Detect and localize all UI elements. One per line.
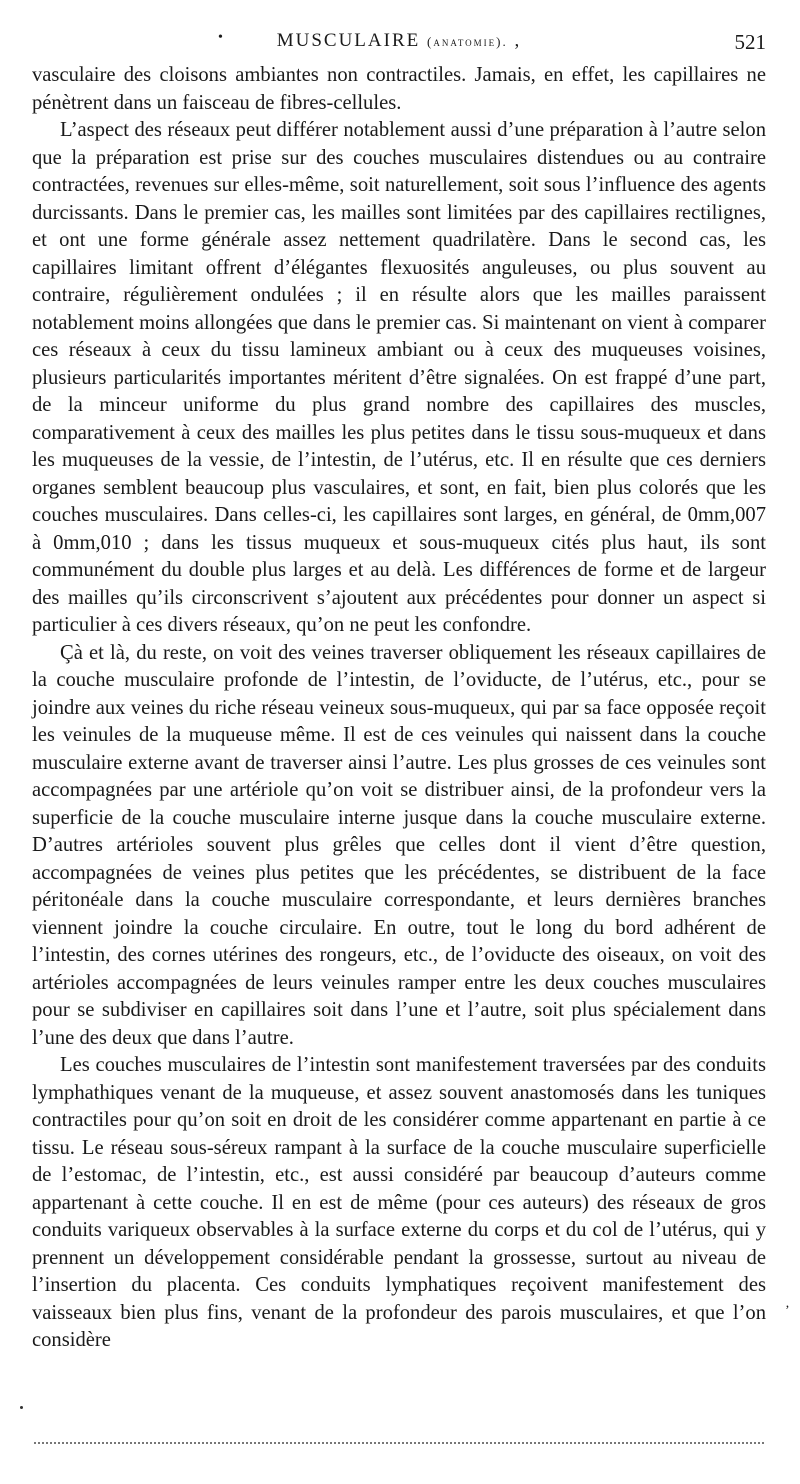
body-text bbox=[32, 62, 766, 1355]
paragraph-continued: vasculaire des cloisons ambiantes non contractiles. Jamais, en effet, les capillaires ne pénètrent dans un faisceau de fibres-cellules. bbox=[32, 64, 766, 114]
header-ornament: • bbox=[218, 30, 223, 45]
print-speck bbox=[20, 1406, 23, 1409]
paragraph: Çà et là, du reste, on voit des veines traverser obliquement les réseaux capillaires de la couche musculaire profonde de l’intestin, de l’oviducte, de l’utérus, etc., pour se joindre aux veines du riche réseau veineux sous-muqueux, qui par sa face opposée reçoit les veinules de la muqueuse même. Il est de ces veinules qui naissent dans la couche musculaire externe avant de traverser ainsi l’autre. Les plus grosses de ces veinules sont accompagnées par une artériole qu’on voit se distribuer ainsi, de la profondeur vers la superficie de la couche musculaire interne jusque dans la couche musculaire externe. D’autres artérioles souvent plus grêles que celles dont il vient d’être question, accompagnées de veines plus petites que les précédentes, se distribuent de la face péritonéale dans la couche musculaire correspondante, et leurs dernières branches viennent joindre la couche circulaire. En outre, tout le long du bord adhérent de l’intestin, des cornes utérines des rongeurs, etc., de l’oviducte des oiseaux, on voit des artérioles accompagnées de leurs veinules ramper entre les deux couches musculaires pour se subdiviser en capillaires soit dans l’une et l’autre, soit plus spécialement dans l’une des deux que dans l’autre. bbox=[32, 641, 766, 1049]
footer-dotted-rule bbox=[34, 1442, 764, 1444]
paragraph: Les couches musculaires de l’intestin sont manifestement traversées par des conduits lymphathiques venant de la muqueuse, et assez souvent anastomosés dans les tuniques contractiles pour qu’on soit en droit de les considérer comme appartenant en partie à ce tissu. Le réseau sous-séreux rampant à la surface de la couche musculaire superficielle de l’estomac, de l’intestin, etc., est aussi considéré par beaucoup d’auteurs comme appartenant à cette couche. Il en est de même (pour ces auteurs) des réseaux de gros conduits variqueux observables à la surface externe du corps et du col de l’utérus, qui y prennent un développement considérable pendant la grossesse, surtout au niveau de l’insertion du placenta. Ces conduits lymphatiques reçoivent manifestement des vaisseaux bien plus fins, venant de la profondeur des parois musculaires, et que l’on considère bbox=[32, 1054, 766, 1351]
margin-mark: ‚ bbox=[785, 1296, 790, 1311]
page-number: 521 bbox=[734, 30, 766, 54]
running-header bbox=[32, 28, 766, 58]
running-title-subtitle: (anatomie). bbox=[427, 34, 508, 49]
paragraph: L’aspect des réseaux peut différer notablement aussi d’une préparation à l’autre selon que la préparation est prise sur des couches musculaires distendues ou au contraire contractées, revenues sur elles-même, soit naturellement, soit sous l’influence des agents durcissants. Dans le premier cas, les mailles sont limitées par des capillaires rectilignes, et ont une forme générale assez nettement quadrilatère. Dans le second cas, les capillaires limitant offrent d’élégantes flexuosités anguleuses, ou plus souvent au contraire, régulièrement ondulées ; il en résulte alors que les mailles paraissent notablement moins allongées que dans le premier cas. Si maintenant on vient à comparer ces réseaux à ceux du tissu lamineux ambiant ou à ceux des muqueuses voisines, plusieurs particularités importantes méritent d’être signalées. On est frappé d’une part, de la minceur uniforme du plus grand nombre des capillaires des muscles, comparativement à ceux des mailles les plus petites dans le tissu sous-muqueux et dans les muqueuses de la vessie, de l’intestin, de l’utérus, etc. Il en résulte que ces derniers organes semblent beaucoup plus vasculaires, et sont, en fait, bien plus colorés que les couches musculaires. Dans celles-ci, les capillaires sont larges, en général, de 0mm,007 à 0mm,010 ; dans les tissus muqueux et sous-muqueux cités plus haut, ils sont communément du double plus larges et au delà. Les différences de forme et de largeur des mailles qu’ils circonscrivent s’ajoutent aux précédentes pour donner un aspect si particulier à ces divers réseaux, qu’on ne peut les confondre. bbox=[32, 119, 766, 636]
running-title bbox=[32, 30, 766, 52]
running-title-trailing-mark: , bbox=[514, 30, 522, 51]
running-title-main: MUSCULAIRE bbox=[276, 30, 421, 51]
